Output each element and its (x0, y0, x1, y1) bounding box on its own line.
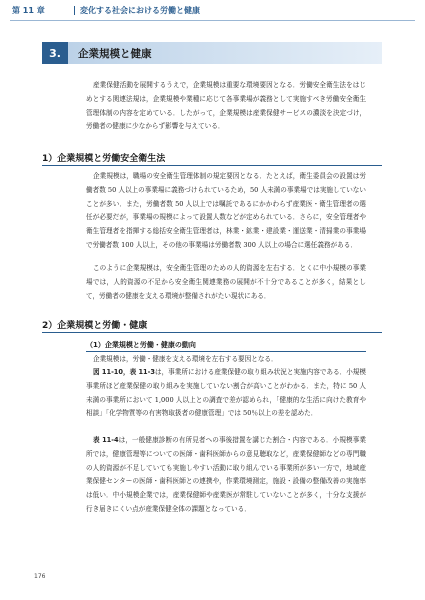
subsection-2-paragraph-3 (86, 434, 366, 517)
chapter-header (0, 0, 425, 21)
chapter-title: 変化する社会における労働と健康 (80, 6, 200, 15)
subsection-heading-1: 1）企業規模と労働安全衛生法 (42, 149, 382, 166)
subsection-1-paragraph-2: このように企業規模は，安全衛生管理のための人的資源を左右する．とくに中小規模の事業場では，人的資源の不足から安全衛生関連業務の展開が不十分であることが多く，結果として，労働者の健康を支える環境が整備されがたい現状にある． (86, 264, 366, 300)
table-reference: 表 11-4 (93, 436, 119, 444)
paragraph-3-text: は，一般健康診断の有所見者への事後措置を講じた割合・内容である．小規模事業所では，健康管理等についての医師・歯科医師からの意見聴取など，産業保健師などの専門職の人的資源が不足していても実施しやすい活動に取り組んでいる事業所が多い一方で，地域産業保健センターの医師・歯科医師との連携や，作業環境測定，施設・設備の整備改善の実施率は低い．中小規模企業では，産業保健師や産業医が常駐していないことが多く，十分な支援が行き届きにくい点が産業保健全体の課題となっている． (86, 436, 366, 513)
subsection-1-paragraph-1: 企業規模は，職場の安全衛生管理体制の規定要因となる．たとえば，衛生委員会の設置は労働者数 50 人以上の事業場に義務づけられているため，50 人未満の事業場では実施していないことが多い．また，労働者数 50 人以上では嘱託であるにかかわらず産業医・衛生管理者の選任が必要だが，事業場の規模によって設置人数などが定められている．さらに，安全管理者や衛生管理者を指揮する総括安全衛生管理者は，林業・鉱業・建設業・運送業・清掃業の事業場で労働者数 100 人以上，その他の事業場は労働者数 300 人以上の場合に選任義務がある． (86, 172, 366, 249)
subsection-2-paragraph-1: 企業規模は，労働・健康を支える環境を左右する要因となる． (93, 355, 278, 363)
section-number: 3. (42, 42, 68, 64)
figure-table-reference: 図 11-10，表 11-3 (93, 368, 155, 376)
header-rule (10, 20, 415, 21)
intro-paragraph: 産業保健活動を展開するうえで，企業規模は重要な環境要因となる．労働安全衛生法をはじめとする関連法規は，企業規模や業種に応じて各事業場が義務として実施すべき労働安全衛生管理体制の内容を定めている．したがって，企業規模は産業保健サービスの濃淡を決定づけ，労働者の健康に少なからず影響を与えている． (86, 81, 366, 131)
header-divider (74, 6, 75, 15)
section-title: 企業規模と健康 (68, 42, 382, 64)
section-heading (42, 42, 382, 64)
paragraph-2-text: は，事業所における産業保健の取り組み状況と実施内容である．小規模事業所ほど産業保健の取り組みを実施していない割合が高いことがわかる．また，特に 50 人未満の事業所において 1,000 人以上との調査で差が認められ，「健康的な生活に向けた教育や相談」「化学物質等の有害物取扱者の健康管理」では 50％以上の差を認めた． (86, 368, 366, 418)
page-number: 176 (34, 573, 46, 580)
subsection-2-paragraph-2 (86, 366, 366, 421)
subsection-heading-2: 2）企業規模と労働・健康 (42, 316, 382, 333)
chapter-label: 第 11 章 (12, 6, 45, 15)
subsubsection-heading: （1）企業規模と労働・健康の動向 (86, 339, 366, 352)
